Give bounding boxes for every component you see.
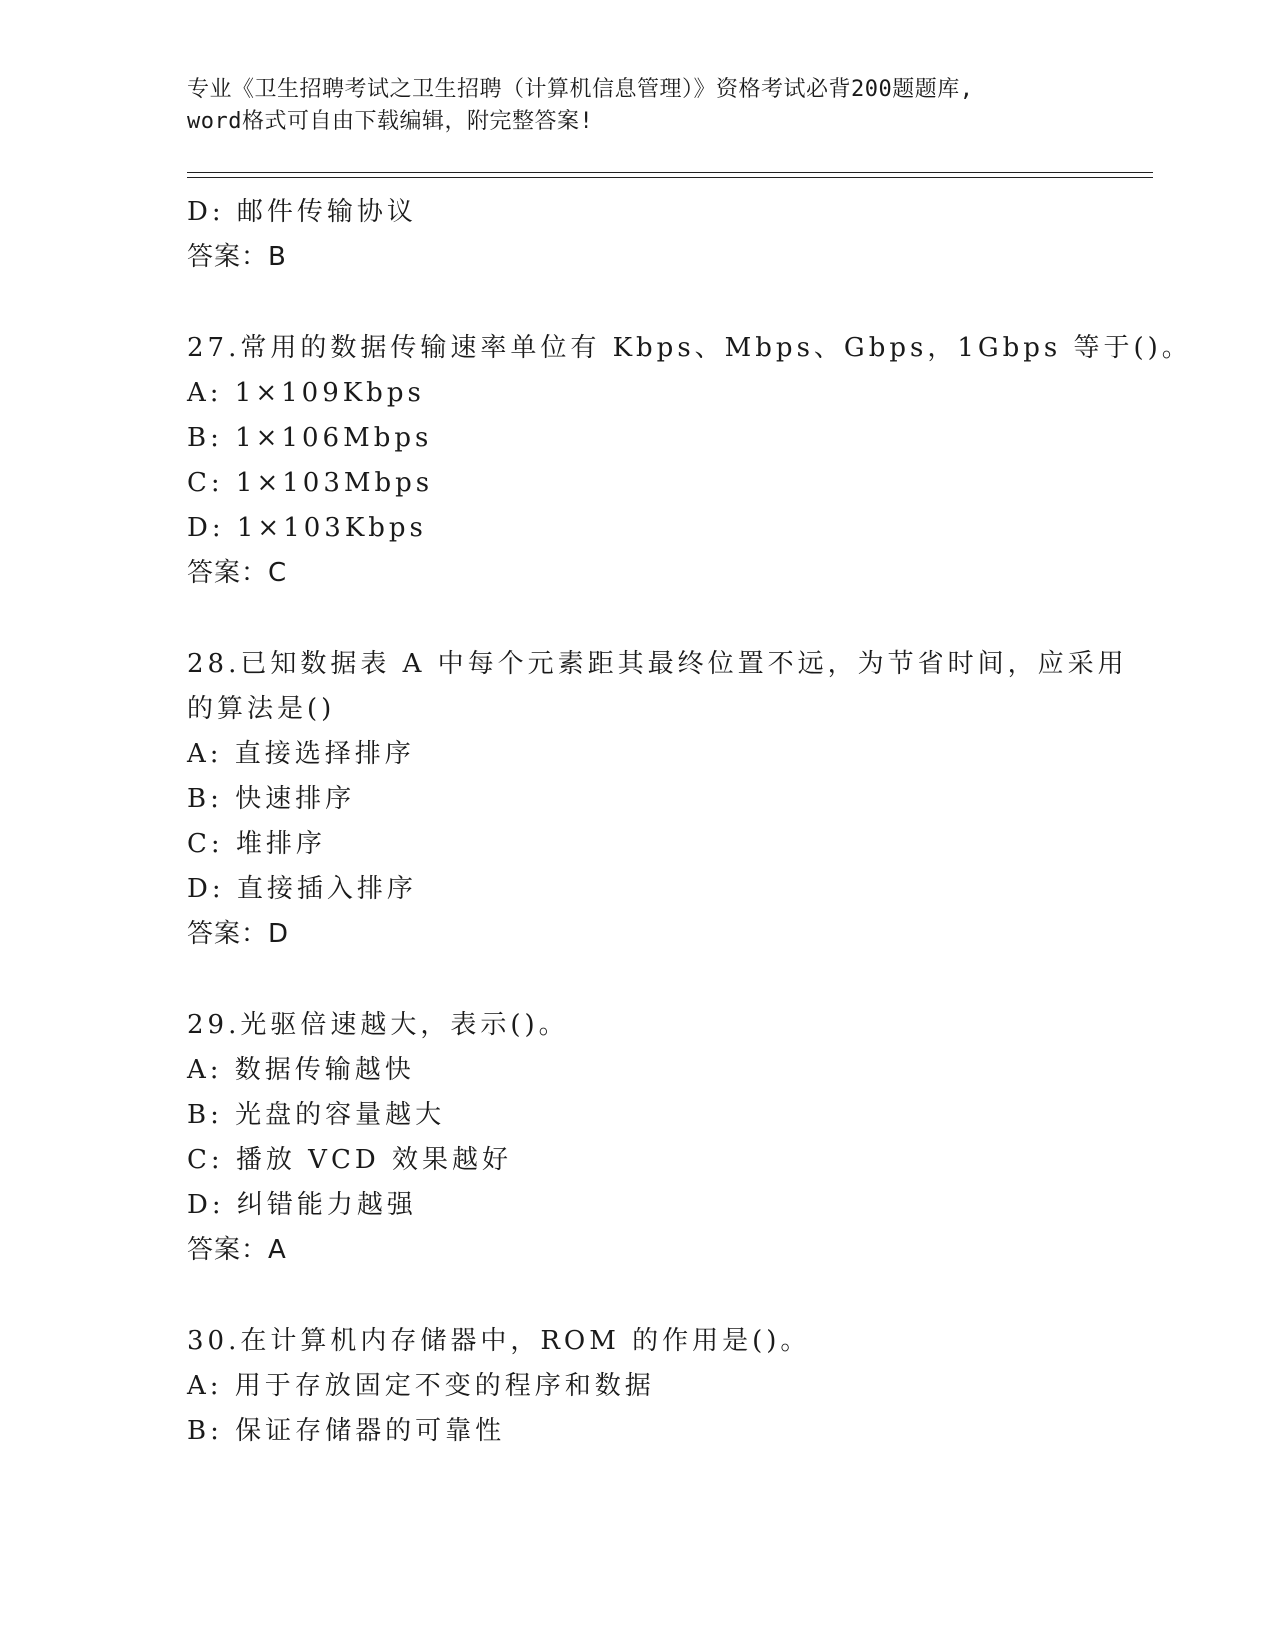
prev-option-d: D: 邮件传输协议 xyxy=(187,197,417,227)
question-stem: 30.在计算机内存储器中，ROM 的作用是()。 xyxy=(187,1326,811,1356)
option-d: D: 纠错能力越强 xyxy=(187,1190,417,1220)
option-b: B: 快速排序 xyxy=(187,784,356,814)
header-rule-top xyxy=(187,172,1153,173)
option-c: C: 播放 VCD 效果越好 xyxy=(187,1145,512,1175)
question-stem: 28.已知数据表 A 中每个元素距其最终位置不远，为节省时间，应采用 xyxy=(187,649,1128,679)
option-d: D: 1×103Kbps xyxy=(187,513,427,543)
answer: 答案：A xyxy=(187,1235,287,1265)
document-header xyxy=(187,74,1087,138)
answer: 答案：C xyxy=(187,558,288,588)
prev-answer: 答案：B xyxy=(187,242,287,272)
option-b: B: 保证存储器的可靠性 xyxy=(187,1416,506,1446)
question-stem: 27.常用的数据传输速率单位有 Kbps、Mbps、Gbps，1Gbps 等于()。 xyxy=(187,333,1192,363)
question-stem: 29.光驱倍速越大，表示()。 xyxy=(187,1010,569,1040)
option-c: C: 1×103Mbps xyxy=(187,468,434,498)
header-line-2: word格式可自由下载编辑，附完整答案! xyxy=(187,109,594,134)
option-a: A: 数据传输越快 xyxy=(187,1055,415,1085)
option-a: A: 用于存放固定不变的程序和数据 xyxy=(187,1371,655,1401)
question-list xyxy=(187,190,1192,1454)
option-a: A: 直接选择排序 xyxy=(187,739,415,769)
spacer xyxy=(187,280,1087,326)
question-28 xyxy=(187,642,1128,957)
option-b: B: 1×106Mbps xyxy=(187,423,433,453)
answer: 答案：D xyxy=(187,919,290,949)
spacer xyxy=(187,1273,1087,1319)
question-30 xyxy=(187,1319,1087,1454)
option-a: A: 1×109Kbps xyxy=(187,378,425,408)
spacer xyxy=(187,596,1087,642)
question-stem-cont: 的算法是() xyxy=(187,694,336,724)
option-b: B: 光盘的容量越大 xyxy=(187,1100,446,1130)
question-27 xyxy=(187,326,1192,596)
option-c: C: 堆排序 xyxy=(187,829,326,859)
header-rule-bottom xyxy=(187,177,1153,178)
spacer xyxy=(187,957,1087,1003)
question-29 xyxy=(187,1003,1087,1273)
option-d: D: 直接插入排序 xyxy=(187,874,417,904)
header-line-1: 专业《卫生招聘考试之卫生招聘（计算机信息管理）》资格考试必背200题题库, xyxy=(187,77,974,102)
